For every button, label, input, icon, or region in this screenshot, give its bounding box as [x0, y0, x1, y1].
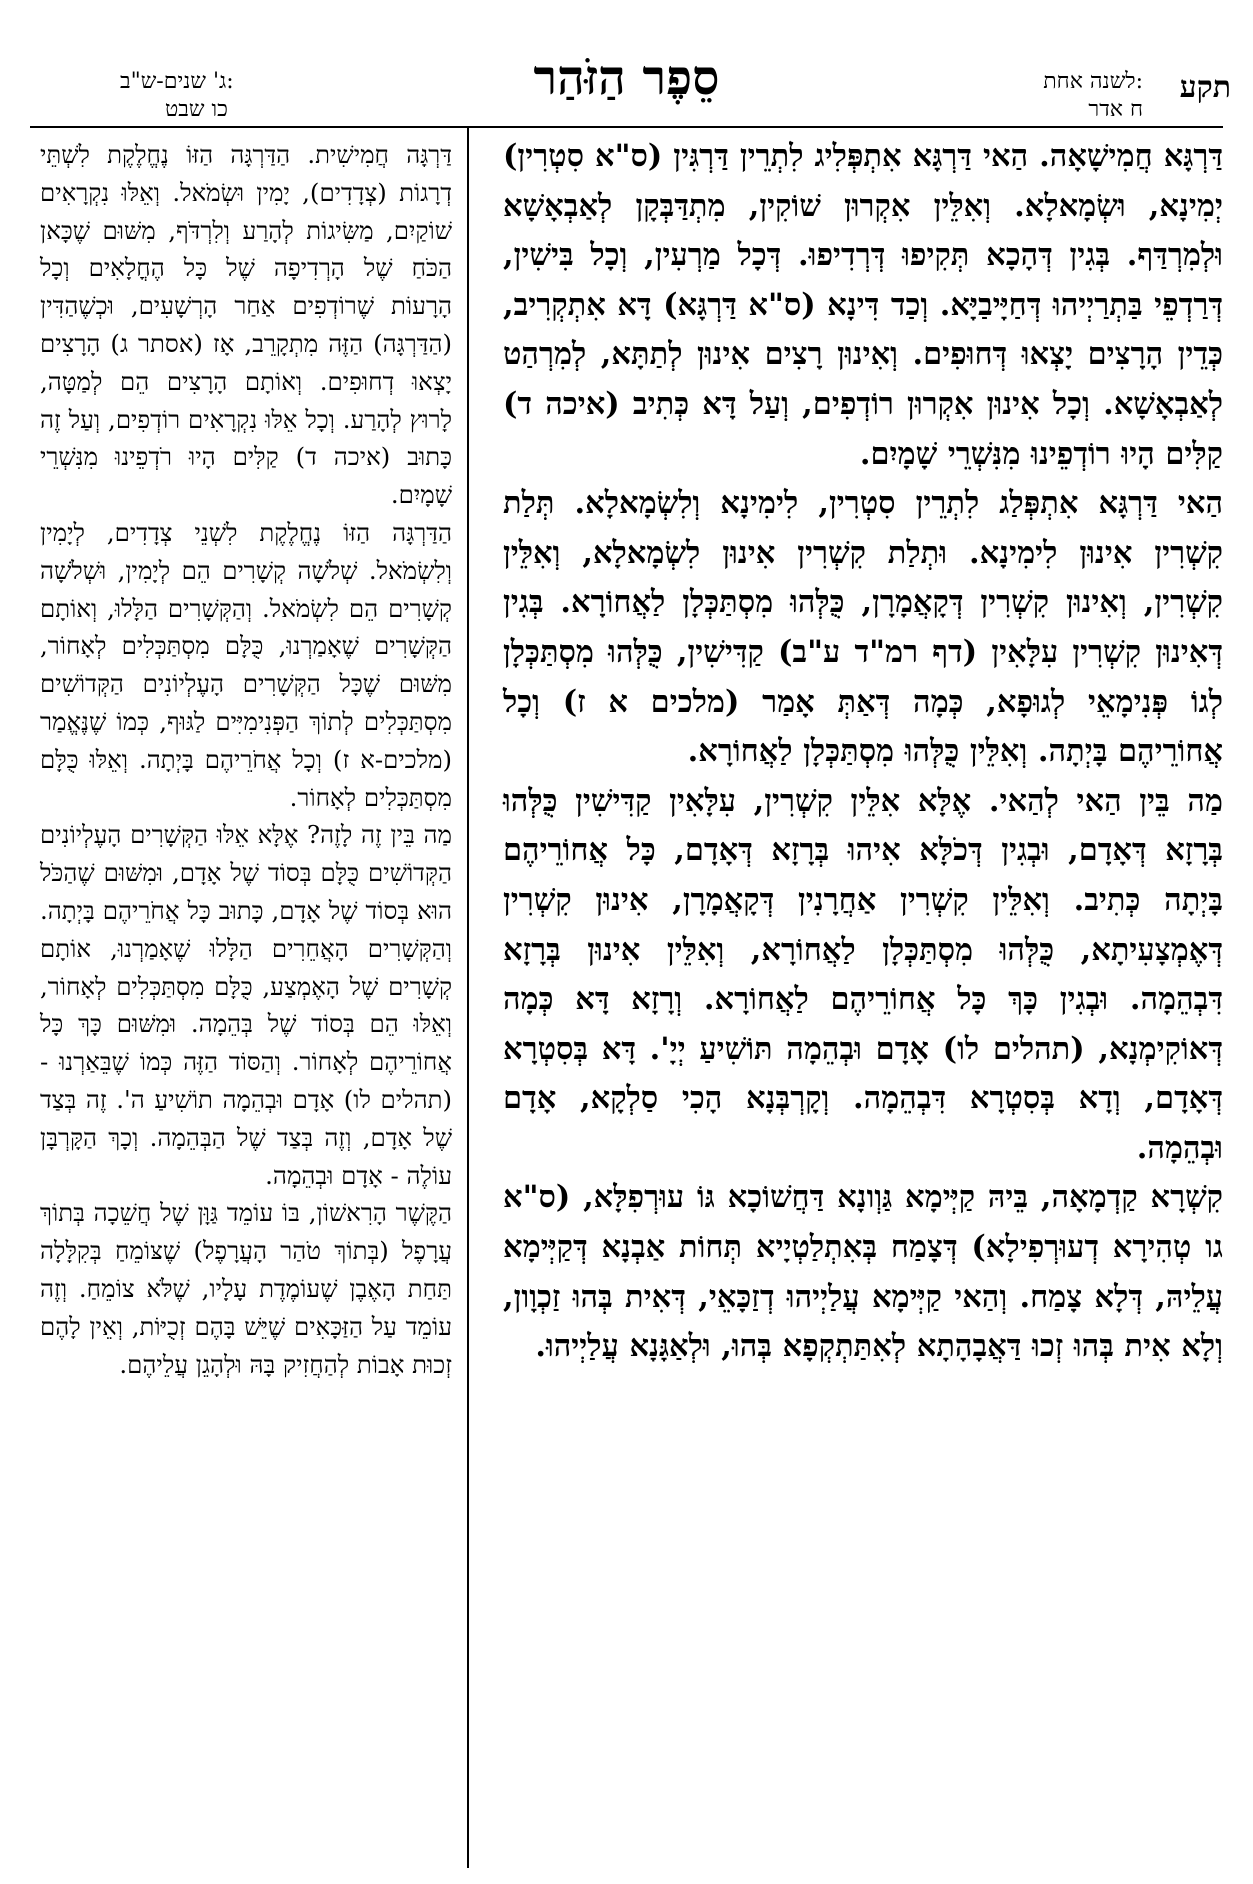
main-paragraph: מַה בֵּין הַאי לְהַאי. אֶלָּא אִלֵּין קִשְׁרִין, עִלָּאִין קַדִּישִׁין כֻּלְּהוּ בְּרָזָא דְּאָדָם, וּבְגִין דְּכֹלָּא אִיהוּ בְּרָזָא דְּאָדָם, כָּל אֲחוֹרֵיהֶם בָּיְתָה כְּתִיב. וְאִלֵּין קִשְׁרִין אַחֲרָנִין דְּקָאֲמָרָן, אִינוּן קִשְׁרִין דְּאֶמְצָעִיתָא, כֻּלְּהוּ מִסְתַּכְּלָן לַאֲחוֹרָא, וְאִלֵּין אִינוּן בְּרָזָא דִּבְהֵמָה. וּבְגִין כָּךְ כָּל אֲחוֹרֵיהֶם לַאֲחוֹרָא. וְרָזָא דָּא כְּמָה דְּאוֹקִימְנָא, (תהלים לו) אָדָם וּבְהֵמָה תּוֹשִׁיעַ יְיָ'. דָּא בְּסִטְרָא דְּאָדָם, וְדָא בְּסִטְרָא דִּבְהֵמָה. וְקָרְבְּנָא הָכִי סַלְקָא, אָדָם וּבְהֵמָה.	[503, 782, 1223, 1166]
book-title: סֵפֶר הַזֹּהַר	[533, 50, 720, 106]
hebrew-translation-column	[40, 136, 452, 1383]
main-paragraph: הַאי דַּרְגָּא אִתְפְּלַג לִתְרֵין סִטְרִין, לִימִינָא וְלִשְׂמָאלָא. תְּלַת קִשְׁרִין אִינוּן לִימִינָא. וּתְלַת קִשְׁרִין אִינוּן לִשְׂמָאלָא, וְאִלֵּין קִשְׁרִין, וְאִינוּן קִשְׁרִין דְּקָאֲמָרָן, כֻּלְּהוּ מִסְתַּכְּלָן לַאֲחוֹרָא. בְּגִין דְּאִינוּן קִשְׁרִין עִלָּאִין (דף רמ"ד ע"ב) קַדִּישִׁין, כֻּלְּהוּ מִסְתַּכְּלָן לְגוֹ פְּנִימָאֵי לְגוּפָא, כְּמָה דְּאַתְּ אָמַר (מלכים א ז) וְכָל אֲחוֹרֵיהֶם בָּיְתָה. וְאִלֵּין כֻּלְּהוּ מִסְתַּכְּלָן לַאֲחוֹרָא.	[503, 485, 1223, 770]
main-paragraph: קִשְׁרָא קַדְמָאָה, בֵּיהּ קַיְּימָא גַּוְונָא דַּחֲשׁוֹכָא גּוֹ עוּרְפִלָּא, (ס"א גו טְהִירָא דְעוּרְפִילָא) דְּצָמַח בְּאִתְלַטְיָיא תְּחוֹת אַבְנָא דְּקַיְּימָא עֲלֵיהּ, דְּלָא צָמַח. וְהַאי קַיְּימָא עֲלַיְיהוּ דְזַכָּאֵי, דְּאִית בְּהוּ זַכְוָון, וְלָא אִית בְּהוּ זְכוּ דַּאֲבָהָתָא לְאִתַּתְקְפָא בְּהוּ, וּלְאַגָּנָא עֲלַיְיהוּ.	[503, 1179, 1223, 1365]
side-paragraph: הַקֶּשֶׁר הָרִאשׁוֹן, בּוֹ עוֹמֵד גַּוָּן שֶׁל חֲשֵׁכָה בְּתוֹךְ עֲרָפֶל (בְּתוֹךְ טֹהַר הָעֲרָפֶל) שֶׁצּוֹמֵחַ בְּקִלָּלָה תַּחַת הָאֶבֶן שֶׁעוֹמֶדֶת עָלָיו, שֶׁלֹּא צוֹמֵחַ. וְזֶה עוֹמֵד עַל הַזַּכָּאִים שֶׁיֵּשׁ בָּהֶם זְכֻיּוֹת, וְאֵין לָהֶם זְכוּת אָבוֹת לְהַחֲזִיק בָּהּ וּלְהָגֵן עֲלֵיהֶם.	[40, 1198, 452, 1379]
side-paragraph: דַּרְגָּה חֲמִישִׁית. הַדַּרְגָּה הַזּוֹ נֶחֱלֶקֶת לִשְׁתֵּי דְרָגוֹת (צְדָדִים), יָמִין וּשְׂמֹאל. וְאֵלּוּ נִקְרָאִים שׁוֹקַיִם, מַשִּׂיגוֹת לְהָרַע וְלִרְדֹּף, מִשּׁוּם שֶׁכָּאן הַכֹּחַ שֶׁל הָרְדִיפָה שֶׁל כָּל הֶחֳלָאִים וְכָל הָרָעוֹת שֶׁרוֹדְפִים אַחַר הָרְשָׁעִים, וּכְשֶׁהַדִּין (הַדַּרְגָּה) הַזֶּה מִתְקָרֵב, אָז (אסתר ג) הָרָצִים יָצְאוּ דְחוּפִים. וְאוֹתָם הָרָצִים הֵם לְמַטָּה, לָרוּץ לְהָרַע. וְכָל אֵלּוּ נִקְרָאִים רוֹדְפִים, וְעַל זֶה כָּתוּב (איכה ד) קַלִּים הָיוּ רֹדְפֵינוּ מִנִּשְׁרֵי שָׁמָיִם.	[40, 140, 452, 510]
side-paragraph: הַדַּרְגָּה הַזּוֹ נֶחֱלֶקֶת לִשְׁנֵי צְדָדִים, לְיָמִין וְלִשְׂמֹאל. שְׁלֹשָׁה קְשָׁרִים הֵם לְיָמִין, וּשְׁלֹשָׁה קְשָׁרִים הֵם לִשְׂמֹאל. וְהַקְּשָׁרִים הַלָּלוּ, וְאוֹתָם הַקְּשָׁרִים שֶׁאָמַרְנוּ, כֻּלָּם מִסְתַּכְּלִים לְאָחוֹר, מִשּׁוּם שֶׁכָּל הַקְּשָׁרִים הָעֶלְיוֹנִים הַקְּדוֹשִׁים מִסְתַּכְּלִים לְתוֹךְ הַפְּנִימִיִּים לַגּוּף, כְּמוֹ שֶׁנֶּאֱמַר (מלכים-א ז) וְכָל אֲחֹרֵיהֶם בָּיְתָה. וְאֵלּוּ כֻּלָּם מִסְתַּכְּלִים לְאָחוֹר.	[40, 517, 452, 812]
alt-cycle-date: כו שבט	[165, 97, 228, 122]
header-divider	[30, 126, 1223, 128]
column-divider	[467, 128, 469, 1868]
study-cycle-date: ח אדר	[1088, 97, 1143, 122]
aramaic-text-column	[503, 132, 1223, 1372]
page-number: תקע	[1179, 70, 1231, 105]
page-header	[0, 0, 1253, 120]
study-cycle-label: לשנה אחת:	[1043, 69, 1143, 94]
main-paragraph: דַּרְגָּא חֲמִישָׁאָה. הַאי דַּרְגָּא אִתְפְּלִיג לִתְרֵין דַּרְגִּין (ס"א סִטְרִין) יְמִינָא, וּשְׂמָאלָא. וְאִלֵּין אִקְרוּן שׁוֹקִין, מִתְדַּבְּקָן לְאַבְאָשָׁא וּלְמִרְדַּף. בְּגִין דְּהָכָא תְּקִיפוּ דְּרְדִיפוּ. דְּכָל מַרְעִין, וְכָל בִּישִׁין, דְּרַדְפֵי בַּתְרַיְיהוּ דְּחַיָּיבַיָּא. וְכַד דִּינָא (ס"א דַּרְגָּא) דָּא אִתְקְרִיב, כְּדֵין הָרָצִים יָצְאוּ דְּחוּפִים. וְאִינוּן רָצִים אִינוּן לְתַתָּא, לְמִרְהַט לְאַבְאָשָׁא. וְכָל אִינוּן אִקְרוּן רוֹדְפִים, וְעַל דָּא כְּתִיב (איכה ד) קַלִּים הָיוּ רוֹדְפֵינוּ מִנִּשְׁרֵי שָׁמָיִם.	[503, 138, 1223, 472]
side-paragraph: מַה בֵּין זֶה לָזֶה? אֶלָּא אֵלּוּ הַקְּשָׁרִים הָעֶלְיוֹנִים הַקְּדוֹשִׁים כֻּלָּם בְּסוֹד שֶׁל אָדָם, וּמִשּׁוּם שֶׁהַכֹּל הוּא בְּסוֹד שֶׁל אָדָם, כָּתוּב כָּל אֲחֹרֵיהֶם בָּיְתָה. וְהַקְּשָׁרִים הָאֲחֵרִים הַלָּלוּ שֶׁאָמַרְנוּ, אוֹתָם קְשָׁרִים שֶׁל הָאֶמְצַע, כֻּלָּם מִסְתַּכְּלִים לְאָחוֹר, וְאֵלּוּ הֵם בְּסוֹד שֶׁל בְּהֵמָה. וּמִשּׁוּם כָּךְ כָּל אֲחוֹרֵיהֶם לְאָחוֹר. וְהַסּוֹד הַזֶּה כְּמוֹ שֶׁבֵּאַרְנוּ - (תהלים לו) אָדָם וּבְהֵמָה תוֹשִׁיעַ ה'. זֶה בְּצַד שֶׁל אָדָם, וְזֶה בְּצַד שֶׁל הַבְּהֵמָה. וְכָךְ הַקָּרְבָּן עוֹלֶה - אָדָם וּבְהֵמָה.	[40, 820, 452, 1190]
alt-cycle-label: ג' שנים-ש"ב:	[120, 69, 234, 94]
